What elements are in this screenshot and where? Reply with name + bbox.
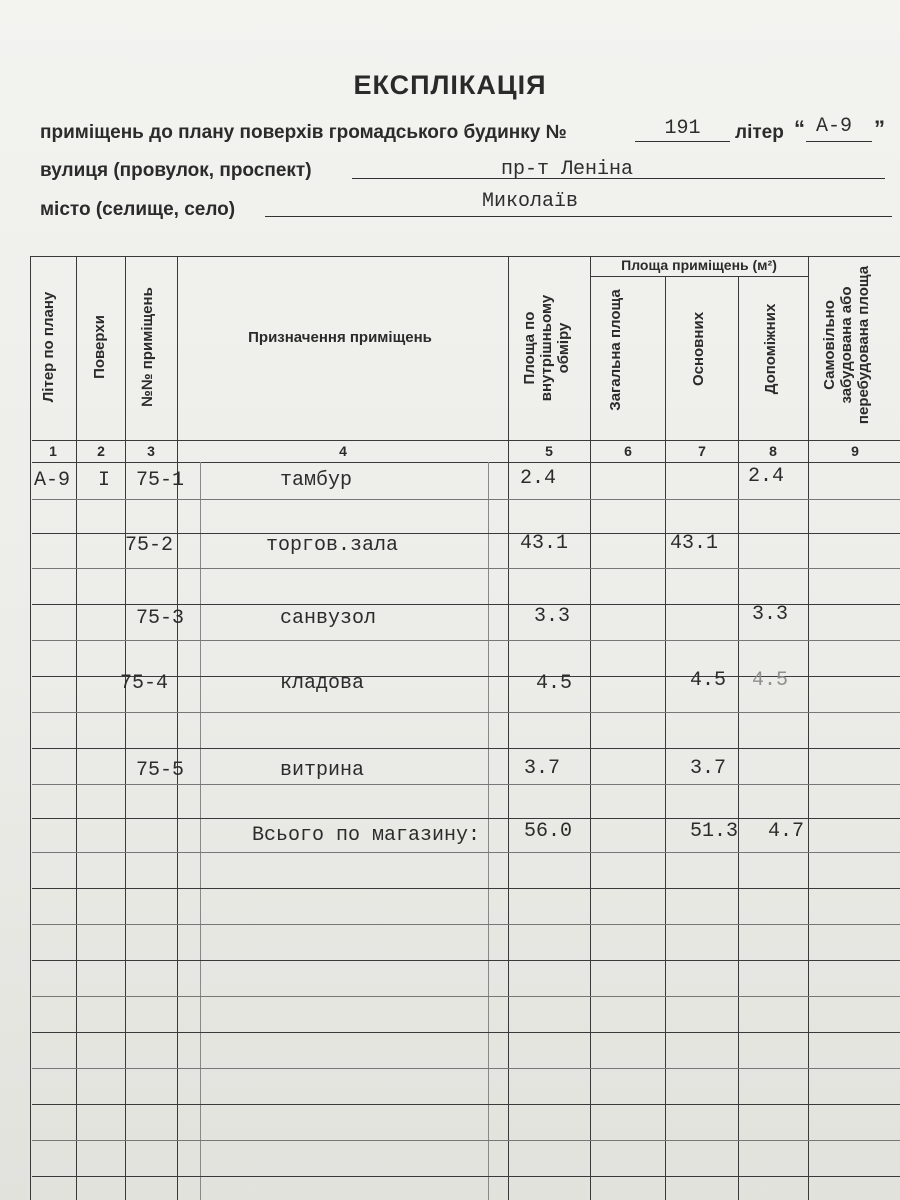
- guide-line-a: [200, 462, 201, 1200]
- guide-line-b: [488, 462, 489, 1200]
- header-total: Загальна площа: [607, 289, 624, 411]
- row-line: [32, 818, 900, 819]
- row1-room: 75-1: [136, 469, 185, 492]
- row-line: [32, 748, 900, 749]
- row-line: [32, 568, 900, 569]
- row-line: [32, 996, 900, 997]
- col-border-0: [30, 256, 31, 1200]
- number-row-bottom-line: [32, 462, 900, 463]
- header-main: Основних: [690, 311, 707, 387]
- row-line: [32, 924, 900, 925]
- col-number-5: 5: [545, 443, 553, 459]
- street-label: вулиця (провулок, проспект): [40, 160, 312, 181]
- row4-inner: 4.5: [536, 672, 573, 695]
- col-number-1: 1: [49, 443, 57, 459]
- row-line: [32, 1068, 900, 1069]
- col-number-7: 7: [698, 443, 706, 459]
- row3-room: 75-3: [136, 607, 185, 630]
- row3-inner: 3.3: [534, 605, 571, 628]
- liter-value: А-9: [815, 115, 852, 138]
- col-border-2: [125, 256, 126, 1200]
- row5-main: 3.7: [690, 757, 727, 780]
- col-border-5: [590, 256, 591, 1200]
- col-number-4: 4: [339, 443, 347, 459]
- col-border-6: [665, 276, 666, 1200]
- row-line: [32, 640, 900, 641]
- row2-room: 75-2: [125, 534, 174, 557]
- row-line: [32, 1176, 900, 1177]
- row1-aux: 2.4: [748, 465, 785, 488]
- row-line: [32, 1140, 900, 1141]
- total-main: 51.3: [690, 820, 739, 843]
- col-border-7: [738, 276, 739, 1200]
- row-line: [32, 852, 900, 853]
- col-border-1: [76, 256, 77, 1200]
- row-line: [32, 1104, 900, 1105]
- header-unauth: Самовільно забудована або перебудована площа: [821, 265, 872, 425]
- row4-aux-faded: 4.5: [752, 669, 789, 692]
- page-title: ЕКСПЛІКАЦІЯ: [353, 70, 547, 100]
- col-number-8: 8: [769, 443, 777, 459]
- col-number-6: 6: [624, 443, 632, 459]
- col-number-3: 3: [147, 443, 155, 459]
- header-purpose: Призначення приміщень: [248, 329, 432, 346]
- col-number-9: 9: [851, 443, 859, 459]
- header-litera: Літер по плану: [40, 291, 57, 403]
- row1-floor: І: [98, 469, 111, 492]
- total-label: Всього по магазину:: [252, 824, 481, 847]
- row3-purpose: санвузол: [280, 607, 377, 630]
- col-border-8: [808, 256, 809, 1200]
- header-area-group: Площа приміщень (м²): [621, 257, 777, 273]
- header-rooms: №№ приміщень: [139, 287, 156, 407]
- liter-close-quote: ”: [874, 116, 885, 141]
- total-aux: 4.7: [768, 820, 805, 843]
- row5-purpose: витрина: [280, 759, 365, 782]
- row-line: [32, 1032, 900, 1033]
- row4-main: 4.5: [690, 669, 727, 692]
- row-line: [32, 499, 900, 500]
- row1-inner: 2.4: [520, 467, 557, 490]
- street-value: пр-т Леніна: [500, 158, 634, 181]
- total-inner: 56.0: [524, 820, 573, 843]
- city-label: місто (селище, село): [40, 199, 236, 220]
- header-aux: Допоміжних: [762, 303, 779, 395]
- row2-purpose: торгов.зала: [266, 534, 399, 557]
- row-line: [32, 888, 900, 889]
- row1-litera: А-9: [34, 469, 71, 492]
- city-value: Миколаїв: [481, 190, 578, 213]
- row2-inner: 43.1: [520, 532, 569, 555]
- col-border-3: [177, 256, 178, 1200]
- row2-main: 43.1: [670, 532, 719, 555]
- header-line1-label: приміщень до плану поверхів громадського будинку №: [40, 122, 567, 143]
- row4-purpose: кладова: [280, 672, 365, 695]
- row-line: [32, 784, 900, 785]
- row1-purpose: тамбур: [280, 469, 353, 492]
- header-inner-area: Площа по внутрішньому обміру: [521, 294, 572, 402]
- col-number-2: 2: [97, 443, 105, 459]
- row5-inner: 3.7: [524, 757, 561, 780]
- row-line: [32, 960, 900, 961]
- row5-room: 75-5: [136, 759, 185, 782]
- liter-open-quote: “: [794, 116, 805, 141]
- row3-aux: 3.3: [752, 603, 789, 626]
- building-no-value: 191: [664, 117, 701, 140]
- row-line: [32, 712, 900, 713]
- liter-label: літер: [735, 122, 784, 143]
- col-border-4: [508, 256, 509, 1200]
- header-bottom-line: [32, 440, 900, 441]
- row4-room: 75-4: [120, 672, 169, 695]
- header-floors: Поверхи: [91, 315, 108, 379]
